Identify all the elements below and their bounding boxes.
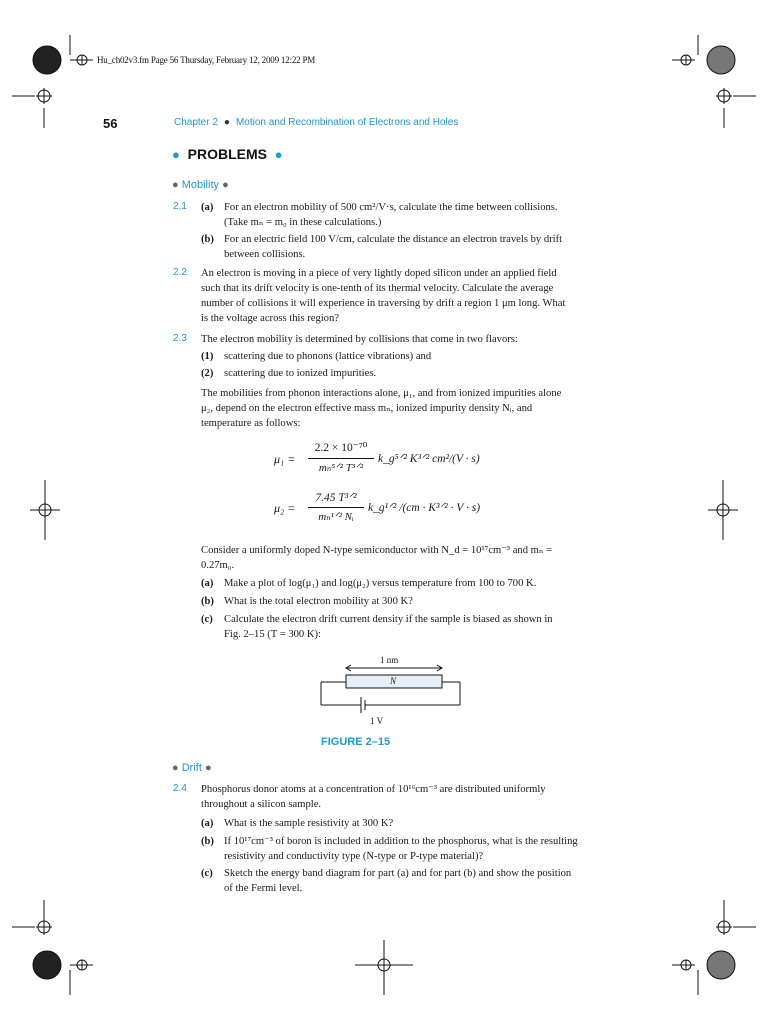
heading-bullet: ● (222, 179, 229, 191)
header-bullet: ● (223, 117, 230, 128)
equation-units: k_g¹ᐟ² /(cm · K³ᐟ² · V · s) (368, 502, 481, 514)
equation-lhs: μ₂ = (274, 501, 296, 515)
chapter-title: Motion and Recombination of Electrons and Holes (235, 117, 459, 128)
sample-label: N (390, 676, 397, 686)
part-label: (c) (201, 868, 213, 879)
text-line: Fig. 2–15 (T = 300 K): (224, 629, 322, 640)
equation-lhs: μ₁ = (274, 452, 296, 466)
text-line: (Take mₙ = m₀ in these calculations.) (224, 217, 382, 228)
item-text: scattering due to ionized impurities. (224, 368, 377, 379)
part-label: (b) (201, 596, 214, 607)
text-line: resistivity and conductivity type (N-type or P-type material)? (224, 851, 484, 862)
text-line: Sketch the energy band diagram for part (a) and for part (b) and show the position (224, 868, 572, 879)
page-number: 56 (103, 116, 118, 131)
equation-units: k_g⁵ᐟ² K³ᐟ² cm²/(V · s) (378, 453, 480, 465)
problem-number: 2.2 (173, 267, 187, 278)
equation-denominator: mₙ¹ᐟ² Nᵢ (318, 511, 354, 523)
fraction-bar (308, 458, 374, 459)
problem-text (224, 232, 626, 262)
mobility-heading (172, 179, 229, 191)
part-label: (b) (201, 234, 214, 245)
equation-numerator: 2.2 × 10⁻⁷⁰ (314, 442, 368, 454)
section-title (172, 146, 283, 162)
mobility-heading-text: Mobility (181, 179, 220, 191)
drift-heading (172, 762, 212, 774)
part-text (224, 866, 626, 896)
text-line: Consider a uniformly doped N-type semiconductor with N_d = 10¹⁷cm⁻³ and mₙ = (201, 545, 553, 556)
heading-bullet: ● (172, 179, 179, 191)
problem-text (201, 386, 626, 431)
text-line: μ₂, depend on the electron effective mass mₙ, ionized impurity density Nᵢ, and (201, 403, 533, 414)
item-label: (2) (201, 368, 214, 379)
problem-text (201, 266, 626, 326)
problem-text (201, 543, 626, 573)
problem-number: 2.4 (173, 783, 187, 794)
problems-heading: PROBLEMS (187, 146, 267, 162)
text-line: For an electron mobility of 500 cm²/V·s, calculate the time between collisions. (224, 202, 558, 213)
text-line: 0.27m₀. (201, 560, 235, 571)
voltage-label: 1 V (370, 716, 384, 726)
part-text (224, 612, 626, 642)
part-text: What is the total electron mobility at 300 K? (224, 596, 413, 607)
part-text: Make a plot of log(μ₁) and log(μ₂) versus temperature from 100 to 700 K. (224, 578, 537, 589)
part-label: (a) (201, 818, 214, 829)
part-label: (c) (201, 614, 213, 625)
problem-text: The electron mobility is determined by collisions that come in two flavors: (201, 334, 518, 345)
equation-numerator: 7.45 T³ᐟ² (315, 492, 357, 504)
text-line: The mobilities from phonon interactions alone, μ₁, and from ionized impurities alone (201, 388, 562, 399)
text-line: such that its drift velocity is one-tenth of its thermal velocity. Calculate the average (201, 283, 554, 294)
text-line: If 10¹⁷cm⁻³ of boron is included in addition to the phosphorus, what is the resulting (224, 836, 578, 847)
item-text: scattering due to phonons (lattice vibrations) and (224, 351, 432, 362)
text-line: throughout a silicon sample. (201, 799, 322, 810)
problem-number: 2.1 (173, 201, 187, 212)
text-line: of the Fermi level. (224, 883, 303, 894)
problem-text (201, 782, 626, 812)
text-line: An electron is moving in a piece of very lightly doped silicon under an applied field (201, 268, 557, 279)
text-line: Phosphorus donor atoms at a concentration of 10¹⁶cm⁻³ are distributed uniformly (201, 784, 546, 795)
text-line: is the voltage across this region? (201, 313, 339, 324)
part-text: What is the sample resistivity at 300 K? (224, 818, 394, 829)
part-text (224, 834, 626, 864)
title-bullet-left: ● (172, 147, 180, 162)
running-header (174, 117, 458, 128)
problem-text (224, 200, 626, 230)
title-bullet-right: ● (274, 147, 283, 162)
item-label: (1) (201, 351, 214, 362)
part-label: (b) (201, 836, 214, 847)
figure-caption: FIGURE 2–15 (321, 736, 391, 748)
part-label: (a) (201, 578, 214, 589)
part-label: (a) (201, 202, 214, 213)
heading-bullet: ● (204, 762, 212, 774)
heading-bullet: ● (172, 762, 179, 774)
text-line: number of collisions it will experience in traversing by drift a region 1 μm long. What (201, 298, 566, 309)
chapter-label: Chapter 2 (174, 117, 218, 128)
text-line: For an electric field 100 V/cm, calculate the distance an electron travels by drift (224, 234, 563, 245)
drift-heading-text: Drift (181, 762, 202, 774)
text-line: temperature as follows: (201, 418, 301, 429)
equation-denominator: mₙ⁵ᐟ² T³ᐟ² (318, 462, 364, 474)
fraction-bar (308, 507, 364, 508)
print-slug: Hu_ch02v3.fm Page 56 Thursday, February 12, 2009 12:22 PM (97, 55, 316, 65)
length-label: 1 nm (380, 655, 399, 665)
problem-number: 2.3 (173, 333, 187, 344)
text-line: between collisions. (224, 249, 306, 260)
text-line: Calculate the electron drift current density if the sample is biased as shown in (224, 614, 553, 625)
